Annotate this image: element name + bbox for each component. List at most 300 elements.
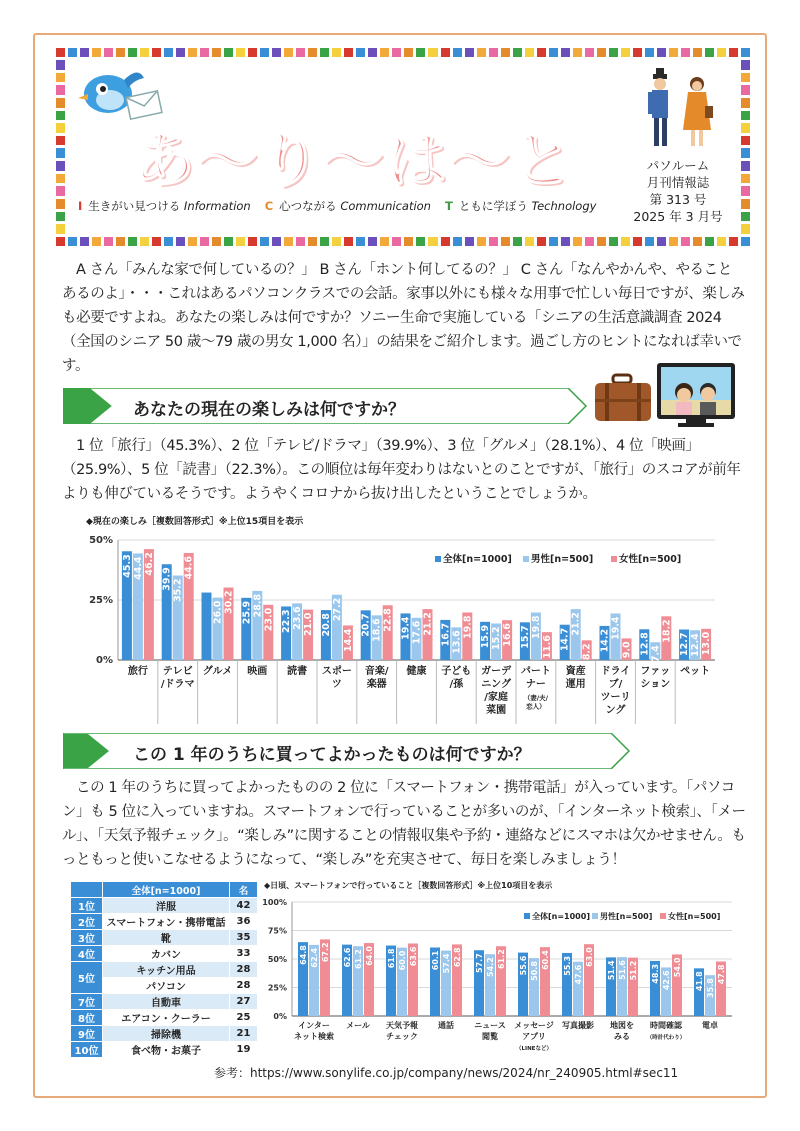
border-tile [296, 237, 305, 246]
data-label: 27.2 [331, 597, 343, 622]
category-label: アプリ [522, 1032, 546, 1041]
category-label: ナー [525, 679, 546, 690]
tagline-english: Information [180, 199, 251, 213]
border-tile [56, 73, 65, 83]
border-tile [188, 237, 197, 246]
count-cell: 27 [230, 994, 258, 1010]
rank-cell: 3位 [71, 930, 103, 946]
data-label: 16.6 [502, 623, 514, 647]
data-label: 19.8 [530, 615, 542, 639]
tile-border-right [741, 60, 750, 234]
data-label: 15.7 [519, 625, 531, 649]
border-tile [356, 237, 365, 246]
border-tile [645, 48, 654, 57]
legend-label: 全体[n=1000] [532, 912, 590, 921]
good-purchases-ranking-table [70, 881, 258, 1058]
category-label: ニング [481, 679, 512, 690]
rank-cell: 10位 [71, 1042, 103, 1058]
category-label: 旅行 [127, 666, 148, 677]
category-label: 閲覧 [482, 1032, 498, 1041]
data-label: 15.9 [480, 624, 492, 649]
border-tile [621, 48, 630, 57]
tile-border-bottom [56, 237, 750, 246]
data-label: 28.8 [252, 593, 264, 618]
data-label: 21.0 [303, 612, 315, 637]
category-label: パート [520, 666, 551, 677]
bar [202, 593, 212, 660]
data-label: 61.2 [354, 949, 363, 969]
border-tile [729, 48, 738, 57]
data-label: 23.0 [263, 607, 275, 632]
item-cell: カバン [103, 946, 230, 962]
border-tile [573, 48, 582, 57]
reference-url: 参考：https://www.sonylife.co.jp/company/news/2024/nr_240905.html#sec11 [214, 1066, 679, 1080]
border-tile [56, 98, 65, 108]
category-label: ブ/ [608, 679, 623, 690]
category-sublabel: （妻/夫/ [523, 694, 549, 702]
category-label: 電卓 [702, 1021, 718, 1030]
item-header: 全体[n=1000] [103, 882, 230, 898]
data-label: 62.4 [310, 947, 319, 968]
border-tile [140, 237, 149, 246]
border-tile [597, 48, 606, 57]
category-label: みる [614, 1032, 630, 1041]
border-tile [741, 98, 750, 108]
data-label: 20.8 [320, 613, 332, 637]
border-tile [380, 237, 389, 246]
border-tile [56, 48, 65, 57]
border-tile [92, 237, 101, 246]
table-row [71, 1042, 258, 1058]
border-tile [561, 48, 570, 57]
border-tile [56, 60, 65, 70]
table-row [71, 914, 258, 930]
rank-header [71, 882, 103, 898]
data-label: 46.2 [143, 552, 155, 576]
border-tile [56, 186, 65, 196]
category-label: メール [346, 1021, 370, 1030]
data-label: 61.8 [387, 948, 396, 969]
border-tile [741, 224, 750, 234]
border-tile [416, 48, 425, 57]
border-tile [549, 48, 558, 57]
current-hobbies-bar-chart [80, 530, 720, 726]
rank-cell: 7位 [71, 994, 103, 1010]
data-label: 51.2 [629, 960, 638, 981]
data-label: 64.8 [299, 945, 308, 965]
border-tile [80, 237, 89, 246]
data-label: 60.4 [541, 950, 550, 970]
border-tile [176, 48, 185, 57]
category-label: ション [640, 679, 671, 690]
border-tile [224, 48, 233, 57]
border-tile [513, 48, 522, 57]
border-tile [284, 237, 293, 246]
data-label: 14.7 [559, 627, 571, 652]
rank-cell: 1位 [71, 898, 103, 914]
suitcase-illustration [593, 373, 653, 423]
data-label: 44.4 [132, 556, 144, 580]
border-tile [537, 48, 546, 57]
border-tile [104, 48, 113, 57]
border-tile [741, 212, 750, 222]
border-tile [441, 237, 450, 246]
table-row [71, 898, 258, 914]
y-tick-label: 50% [89, 535, 113, 546]
border-tile [80, 48, 89, 57]
border-tile [320, 237, 329, 246]
border-tile [284, 48, 293, 57]
border-tile [465, 237, 474, 246]
data-label: 55.3 [563, 955, 572, 976]
border-tile [428, 237, 437, 246]
category-label: 楽器 [366, 679, 387, 690]
border-tile [188, 48, 197, 57]
data-label: 57.7 [475, 953, 484, 973]
border-tile [441, 48, 450, 57]
border-tile [681, 237, 690, 246]
category-label: 菜園 [486, 705, 507, 716]
category-label: ドライ [600, 666, 631, 677]
rank-cell: 8位 [71, 1010, 103, 1026]
border-tile [501, 237, 510, 246]
category-label: /孫 [449, 679, 464, 690]
legend-label: 女性[n=500] [619, 554, 682, 565]
border-tile [741, 73, 750, 83]
table-row [71, 962, 258, 978]
border-tile [741, 48, 750, 57]
border-tile [104, 237, 113, 246]
item-cell: 食べ物・お菓子 [103, 1042, 230, 1058]
section1-paragraph: 1 位「旅行」（45.3%）、2 位「テレビ/ドラマ」（39.9%）、3 位「グルメ」（28.1%）、4 位「映画」（25.9%）、5 位「読書」（22.3%）。この順位は毎年変わりはないとのことですが、「旅行」のスコアが前年よりも伸びているそうです。ようやくコロナから抜け出したということでしょうか。 [62, 438, 741, 502]
border-tile [416, 237, 425, 246]
data-label: 61.2 [497, 949, 506, 969]
category-sublabel: （LINEなど） [516, 1046, 552, 1052]
count-cell: 33 [230, 946, 258, 962]
table-row [71, 1026, 258, 1042]
border-tile [585, 48, 594, 57]
category-label: チェック [386, 1032, 418, 1041]
y-tick-label: 25% [267, 983, 287, 993]
data-label: 25.9 [241, 600, 253, 625]
border-tile [68, 48, 77, 57]
tile-border-left [56, 60, 65, 234]
count-cell: 19 [230, 1042, 258, 1058]
table-row [71, 994, 258, 1010]
category-label: 通話 [438, 1021, 454, 1030]
data-label: 62.8 [453, 947, 462, 968]
data-label: 60.0 [398, 950, 407, 971]
border-tile [248, 48, 257, 57]
category-label: 子ども [441, 666, 472, 677]
category-label: 映画 [247, 666, 268, 677]
magazine-type: 月刊情報誌 [646, 175, 710, 190]
category-label: ツーリ [600, 692, 631, 703]
data-label: 45.3 [121, 554, 133, 578]
border-tile [633, 237, 642, 246]
border-tile [741, 186, 750, 196]
border-tile [525, 48, 534, 57]
tv-travel-illustration [656, 362, 736, 428]
border-tile [741, 161, 750, 171]
data-label: 13.0 [701, 631, 713, 656]
data-label: 23.6 [292, 606, 304, 630]
border-tile [453, 48, 462, 57]
section2-title: この 1 年のうちに買ってよかったものは何ですか？ [133, 745, 531, 765]
issue-info [625, 157, 731, 225]
border-tile [56, 212, 65, 222]
border-tile [308, 48, 317, 57]
category-label: ツ [331, 679, 342, 690]
border-tile [248, 237, 257, 246]
category-label: ニュース [474, 1021, 506, 1030]
border-tile [681, 48, 690, 57]
border-tile [741, 111, 750, 121]
border-tile [56, 85, 65, 95]
item-cell: パソコン [103, 978, 230, 994]
count-cell: 42 [230, 898, 258, 914]
category-label: 天気予報 [386, 1021, 418, 1030]
couple-illustration [639, 68, 721, 152]
border-tile [717, 237, 726, 246]
category-label: 地図を [610, 1021, 634, 1030]
data-label: 19.4 [610, 616, 622, 640]
border-tile [260, 48, 269, 57]
border-tile [392, 237, 401, 246]
border-tile [693, 48, 702, 57]
data-label: 16.7 [440, 622, 452, 647]
border-tile [609, 237, 618, 246]
category-sublabel: （時計代わり） [646, 1035, 686, 1041]
border-tile [392, 48, 401, 57]
count-cell: 21 [230, 1026, 258, 1042]
border-tile [657, 237, 666, 246]
newsletter-logo: あ〜り〜は〜と [134, 125, 576, 196]
count-cell: 36 [230, 914, 258, 930]
tagline-text: ともに学ぼう [458, 199, 528, 213]
count-cell: 35 [230, 930, 258, 946]
legend-swatch [611, 556, 617, 562]
border-tile [741, 237, 750, 246]
border-tile [116, 237, 125, 246]
border-tile [729, 237, 738, 246]
data-label: 42.6 [662, 970, 671, 991]
data-label: 35.2 [172, 578, 184, 602]
smartphone-usage-bar-chart [262, 894, 742, 1056]
data-label: 51.6 [618, 960, 627, 980]
border-tile [741, 148, 750, 158]
border-tile [332, 237, 341, 246]
data-label: 22.8 [382, 608, 394, 632]
count-cell: 28 [230, 962, 258, 978]
data-label: 21.2 [422, 612, 434, 636]
data-label: 44.6 [183, 555, 195, 580]
border-tile [717, 48, 726, 57]
category-label: 写真撮影 [562, 1021, 594, 1030]
tagline-letter: C [264, 199, 274, 213]
category-label: /家庭 [484, 692, 508, 703]
data-label: 67.2 [321, 942, 330, 963]
data-label: 20.7 [360, 613, 372, 637]
border-tile [152, 237, 161, 246]
data-label: 15.2 [491, 626, 503, 650]
data-label: 12.4 [690, 633, 702, 657]
item-cell: スマートフォン・携帯電話 [103, 914, 230, 930]
border-tile [56, 136, 65, 146]
border-tile [741, 199, 750, 209]
section1-title: あなたの現在の楽しみは何ですか？ [133, 400, 405, 420]
item-cell: 靴 [103, 930, 230, 946]
count-header: 名 [230, 882, 258, 898]
border-tile [212, 48, 221, 57]
border-tile [200, 48, 209, 57]
issue-number: 第 313 号 [649, 192, 707, 207]
border-tile [332, 48, 341, 57]
border-tile [477, 48, 486, 57]
y-tick-label: 75% [267, 926, 287, 936]
chart1-title: ◆現在の楽しみ［複数回答形式］※上位15項目を表示 [86, 517, 304, 527]
data-label: 19.8 [462, 615, 474, 639]
legend-swatch [435, 556, 441, 562]
category-label: 資産 [565, 666, 586, 677]
border-tile [224, 237, 233, 246]
item-cell: 掃除機 [103, 1026, 230, 1042]
table-row [71, 930, 258, 946]
count-cell: 28 [230, 978, 258, 994]
border-tile [741, 85, 750, 95]
category-label: 音楽/ [364, 666, 389, 677]
item-cell: エアコン・クーラー [103, 1010, 230, 1026]
border-tile [200, 237, 209, 246]
category-label: グルメ [202, 666, 233, 677]
y-tick-label: 50% [267, 955, 287, 964]
rank-cell: 9位 [71, 1026, 103, 1042]
border-tile [308, 237, 317, 246]
border-tile [92, 48, 101, 57]
y-tick-label: 0% [273, 1012, 287, 1021]
intro-paragraph: A さん「みんな家で何しているの？」 B さん「ホント何してるの？」 C さん「なんやかんや、やること あるのよ」・・・これはあるパソコンクラスでの会話。家事以外にも様々な用事で忙しい毎日ですが、楽しみも必要ですよね。あなたの楽しみは何ですか？ソニー生命で実施している「シニアの生活意識調査 2024（全国のシニア 50 歳〜79 歳の男女 1,000 名）」の結果をご紹介します。過ごし方のヒントになれば幸いです。 [62, 262, 745, 374]
tagline-text: 生きがい見つける [88, 199, 181, 213]
border-tile [513, 237, 522, 246]
border-tile [56, 174, 65, 184]
border-tile [633, 48, 642, 57]
section1-banner [63, 388, 589, 424]
data-label: 51.4 [607, 960, 616, 981]
border-tile [705, 237, 714, 246]
data-label: 17.6 [411, 620, 423, 645]
data-label: 54.2 [486, 957, 495, 977]
data-label: 13.6 [451, 630, 463, 654]
data-label: 26.0 [212, 600, 224, 625]
category-label: インター [298, 1021, 330, 1030]
legend-swatch [524, 913, 530, 919]
border-tile [404, 48, 413, 57]
border-tile [272, 48, 281, 57]
data-label: 9.0 [621, 641, 633, 659]
border-tile [128, 48, 137, 57]
issue-date: 2025 年 3 月号 [633, 209, 723, 224]
item-cell: キッチン用品 [103, 962, 230, 978]
border-tile [645, 237, 654, 246]
data-label: 8.2 [581, 643, 593, 661]
border-tile [525, 237, 534, 246]
category-label: 健康 [406, 666, 427, 677]
data-label: 64.0 [365, 946, 374, 966]
legend-swatch [523, 556, 529, 562]
border-tile [56, 161, 65, 171]
data-label: 11.6 [541, 635, 553, 659]
data-label: 50.8 [530, 961, 539, 981]
data-label: 57.4 [442, 953, 451, 974]
border-tile [741, 174, 750, 184]
border-tile [597, 237, 606, 246]
data-label: 63.0 [585, 947, 594, 967]
border-tile [621, 237, 630, 246]
rank-cell: 5位 [71, 962, 103, 994]
legend-label: 男性[n=500] [531, 554, 594, 565]
border-tile [489, 237, 498, 246]
border-tile [140, 48, 149, 57]
data-label: 7.4 [650, 645, 662, 663]
border-tile [272, 237, 281, 246]
legend-label: 女性[n=500] [668, 912, 721, 921]
data-label: 12.8 [639, 632, 651, 656]
tile-border-top [56, 48, 750, 57]
border-tile [212, 237, 221, 246]
tagline-text: 心つながる [279, 199, 337, 213]
newsletter-header [56, 48, 750, 246]
bluebird-letter-illustration [66, 58, 166, 120]
border-tile [380, 48, 389, 57]
border-tile [561, 237, 570, 246]
data-label: 63.6 [409, 946, 418, 967]
publisher: パソルーム [646, 158, 710, 173]
data-label: 22.3 [281, 609, 293, 633]
section2-paragraph: この 1 年のうちに買ってよかったものの 2 位に「スマートフォン・携帯電話」が入っています。「パソコン」も 5 位に入っていますね。スマートフォンで行っていることが多いのが、「インターネット検索」、「メール」、「天気予報チェック」。“楽しみ”に関することの情報収集や予約・連絡などにスマホは欠かせません。もっともっと使いこなせるようになって、“楽しみ”を充実させて、毎日を楽しみましょう！ [62, 780, 746, 868]
tagline-letter: I [78, 199, 83, 213]
border-tile [56, 123, 65, 133]
category-label: ネット検索 [294, 1032, 334, 1041]
data-label: 14.2 [599, 628, 611, 653]
border-tile [741, 136, 750, 146]
border-tile [585, 237, 594, 246]
section2-banner [63, 733, 631, 769]
border-tile [296, 48, 305, 57]
rank-cell: 4位 [71, 946, 103, 962]
category-label: メッセージ [514, 1021, 554, 1030]
border-tile [549, 237, 558, 246]
data-label: 55.6 [519, 955, 528, 976]
data-label: 62.6 [343, 947, 352, 968]
border-tile [465, 48, 474, 57]
data-label: 48.3 [651, 963, 660, 984]
border-tile [693, 237, 702, 246]
item-cell: 洋服 [103, 898, 230, 914]
tagline-english: Communication [336, 199, 431, 213]
category-label: ガーデ [481, 666, 512, 677]
data-label: 21.2 [570, 612, 582, 636]
count-cell: 25 [230, 1010, 258, 1026]
border-tile [164, 48, 173, 57]
border-tile [453, 237, 462, 246]
border-tile [489, 48, 498, 57]
y-tick-label: 0% [96, 655, 113, 666]
border-tile [56, 224, 65, 234]
border-tile [356, 48, 365, 57]
data-label: 19.4 [400, 616, 412, 640]
border-tile [705, 48, 714, 57]
data-label: 60.1 [431, 950, 440, 971]
